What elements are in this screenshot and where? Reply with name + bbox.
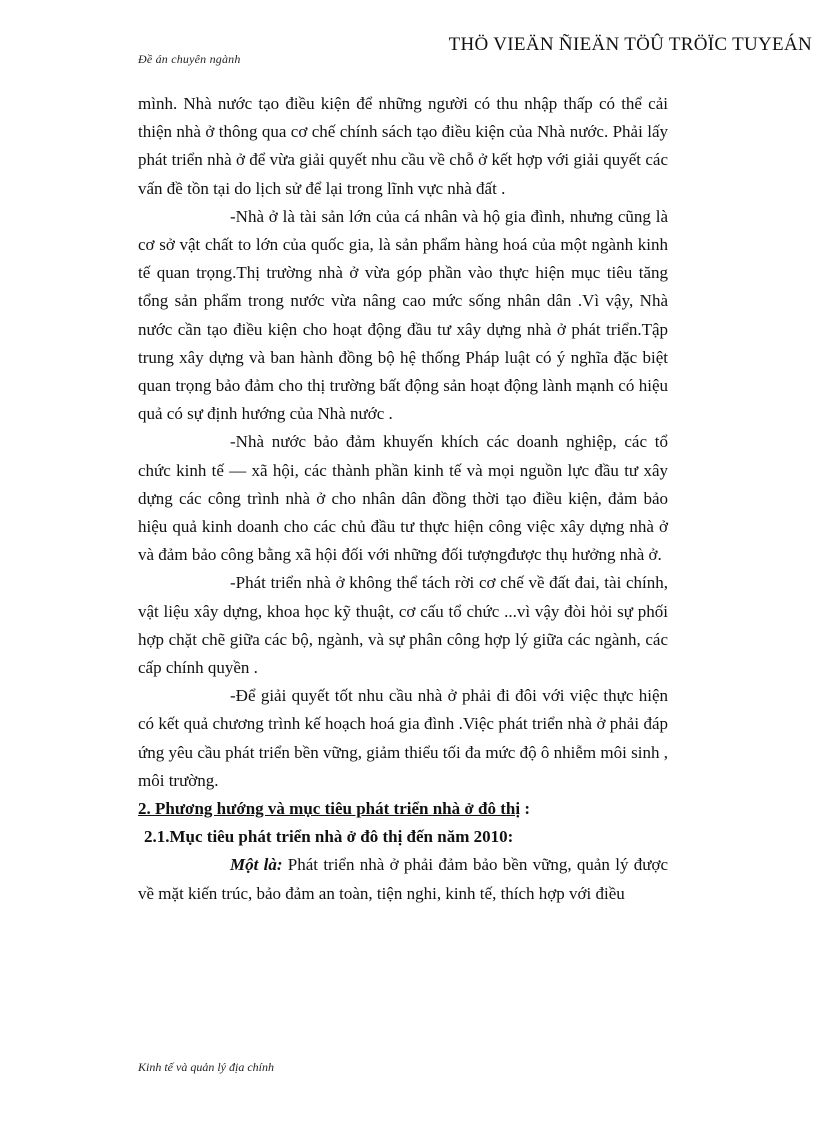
- paragraph-4: -Phát triển nhà ở không thể tách rời cơ chế về đất đai, tài chính, vật liệu xây dựng, khoa học kỹ thuật, cơ cấu tổ chức ...vì vậy đòi hỏi sự phối hợp chặt chẽ giữa các bộ, ngành, và sự phân công hợp lý giữa các ngành, các cấp chính quyền .: [138, 573, 668, 678]
- header-right: THÖ VIEÄN ÑIEÄN TÖÛ TRÖÏC TUYEÁN: [448, 34, 812, 55]
- paragraph-3: -Nhà nước bảo đảm khuyến khích các doanh nghiệp, các tổ chức kinh tế — xã hội, các thành phần kinh tế và mọi nguồn lực đầu tư xây dựng các công trình nhà ở cho nhân dân đồng thời tạo điều kiện, đảm bảo hiệu quả kinh doanh cho các chủ đầu tư thực hiện công việc xây dựng nhà ở và đảm bảo công bằng xã hội đối với những đối tượngđược thụ hưởng nhà ở.: [138, 432, 668, 565]
- paragraph-2: -Nhà ở là tài sản lớn của cá nhân và hộ gia đình, nhưng cũng là cơ sở vật chất to lớn của quốc gia, là sản phẩm hàng hoá của một ngành kinh tế quan trọng.Thị trường nhà ở vừa góp phần vào thực hiện mục tiêu tăng tổng sản phẩm trong nước vừa nâng cao mức sống nhân dân .Vì vậy, Nhà nước cần tạo điều kiện cho hoạt động đầu tư xây dựng nhà ở phát triển.Tập trung xây dựng và ban hành đồng bộ hệ thống Pháp luật có ý nghĩa đặc biệt quan trọng bảo đảm cho thị trường bất động sản hoạt động lành mạnh có hiệu quả có sự định hướng của Nhà nước .: [138, 206, 668, 424]
- header-left: Đề án chuyên ngành: [138, 52, 241, 66]
- paragraph-6: [138, 851, 668, 907]
- section-heading-2-1: 2.1.Mục tiêu phát triển nhà ở đô thị đến năm 2010:: [144, 827, 514, 847]
- document-body: [138, 90, 668, 908]
- paragraph-6-text: Phát triển nhà ở phải đảm bảo bền vững, quản lý được về mặt kiến trúc, bảo đảm an toàn, tiện nghi, kinh tế, thích hợp với điều: [138, 855, 668, 903]
- section-heading-2-text: 2. Phương hướng và mục tiêu phát triển nhà ở đô thị: [138, 799, 521, 819]
- paragraph-5: -Để giải quyết tốt nhu cầu nhà ở phải đi đôi với việc thực hiện có kết quả chương trình kế hoạch hoá gia đình .Việc phát triển nhà ở phải đáp ứng yêu cầu phát triển bền vững, giảm thiểu tối đa mức độ ô nhiễm môi sinh , môi trường.: [138, 686, 668, 790]
- paragraph-1: mình. Nhà nước tạo điều kiện để những người có thu nhập thấp có thể cải thiện nhà ở thông qua cơ chế chính sách tạo điều kiện của Nhà nước. Phải lấy phát triển nhà ở để vừa giải quyết nhu cầu về chỗ ở kết hợp với giải quyết các vấn đề tồn tại do lịch sử để lại trong lĩnh vực nhà đất .: [138, 94, 668, 198]
- section-heading-2: [138, 795, 668, 823]
- section-heading-2-suffix: :: [520, 799, 531, 819]
- footer: Kinh tế và quản lý địa chính: [138, 1060, 274, 1074]
- paragraph-6-lead: Một là:: [230, 855, 283, 875]
